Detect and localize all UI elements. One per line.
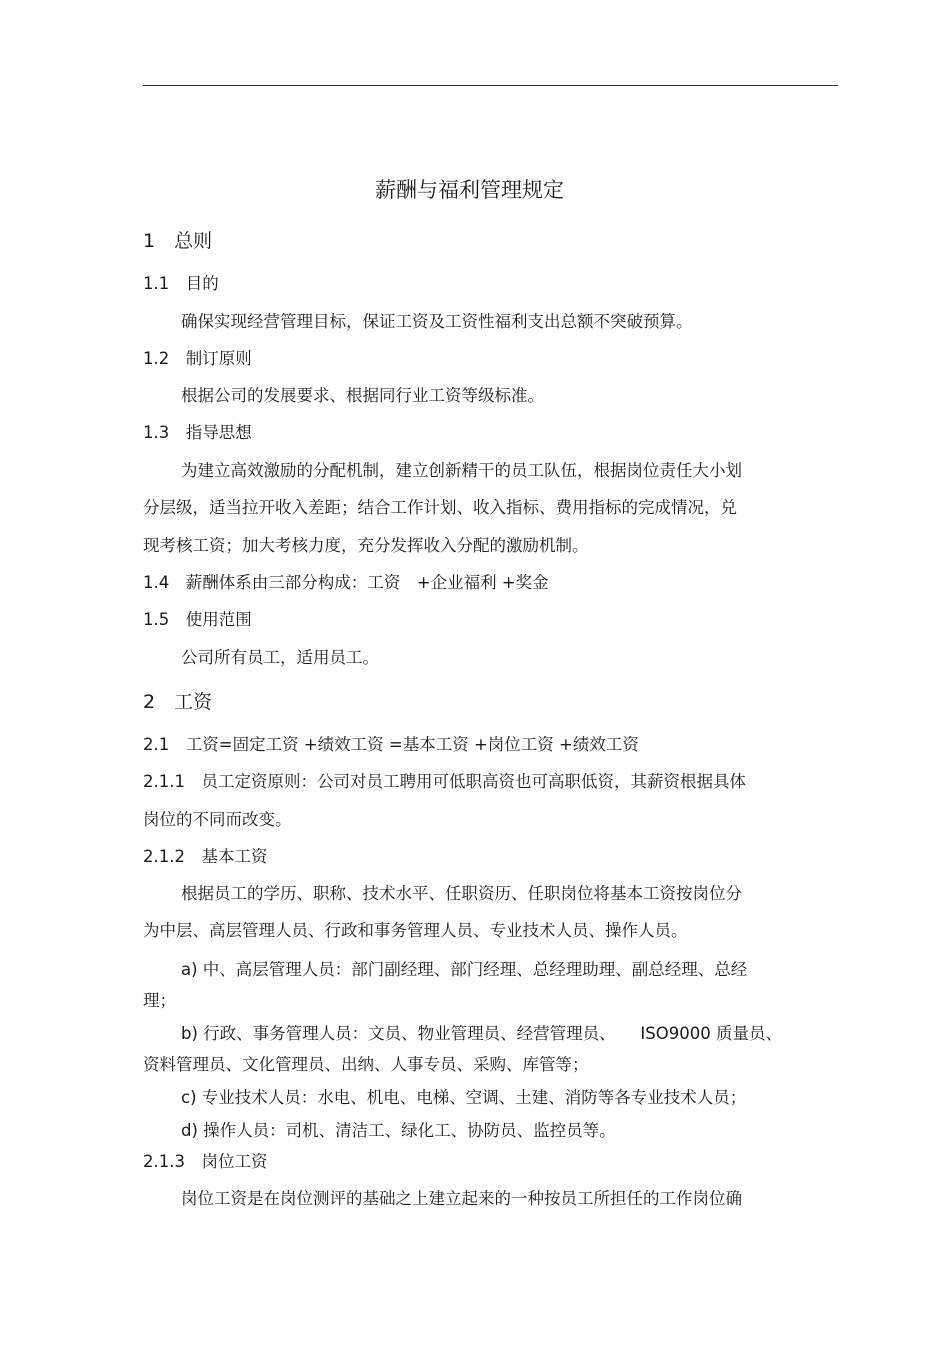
subsection-heading: 1.1 目的 xyxy=(143,274,219,293)
paragraph-line: 为建立高效激励的分配机制，建立创新精干的员工队伍，根据岗位责任大小划 xyxy=(181,461,742,480)
subsection-heading: 1.2 制订原则 xyxy=(143,349,252,368)
document-title: 薪酬与福利管理规定 xyxy=(375,178,564,202)
list-item-c: c) 专业技术人员：水电、机电、电梯、空调、土建、消防等各专业技术人员； xyxy=(181,1088,747,1107)
paragraph-line: 岗位工资是在岗位测评的基础之上建立起来的一种按员工所担任的工作岗位确 xyxy=(181,1189,742,1208)
paragraph-line: 根据员工的学历、职称、技术水平、任职资历、任职岗位将基本工资按岗位分 xyxy=(181,884,742,903)
paragraph-line: 分层级，适当拉开收入差距；结合工作计划、收入指标、费用指标的完成情况，兑 xyxy=(143,498,737,517)
paragraph-line: 岗位的不同而改变。 xyxy=(143,810,292,829)
paragraph-line: 根据公司的发展要求、根据同行业工资等级标准。 xyxy=(181,386,544,405)
paragraph-line: 现考核工资；加大考核力度，充分发挥收入分配的激励机制。 xyxy=(143,536,589,555)
list-item-d: d) 操作人员：司机、清洁工、绿化工、协防员、监控员等。 xyxy=(181,1121,616,1140)
paragraph-line: 确保实现经营管理目标，保证工资及工资性福利支出总额不突破预算。 xyxy=(181,312,693,331)
subsection-heading: 2.1 工资=固定工资 +绩效工资 =基本工资 +岗位工资 +绩效工资 xyxy=(143,735,639,754)
subsection-heading: 2.1.3 岗位工资 xyxy=(143,1152,268,1171)
paragraph-line: 2.1.1 员工定资原则：公司对员工聘用可低职高资也可高职低资，其薪资根据具体 xyxy=(143,772,746,791)
subsection-heading: 1.5 使用范围 xyxy=(143,610,252,629)
list-item-b-cont: 资料管理员、文化管理员、出纳、人事专员、采购、库管等； xyxy=(143,1055,589,1074)
subsection-heading: 2.1.2 基本工资 xyxy=(143,847,268,866)
header-rule xyxy=(143,85,838,86)
list-item-a-cont: 理； xyxy=(143,991,176,1010)
paragraph-line: 公司所有员工，适用员工。 xyxy=(181,648,379,667)
subsection-heading: 1.4 薪酬体系由三部分构成：工资 +企业福利 +奖金 xyxy=(143,573,549,592)
subsection-heading: 1.3 指导思想 xyxy=(143,423,252,442)
list-item-a: a) 中、高层管理人员：部门副经理、部门经理、总经理助理、副总经理、总经 xyxy=(181,960,748,979)
section-heading-1: 1 总则 xyxy=(143,230,213,252)
section-heading-2: 2 工资 xyxy=(143,691,213,713)
paragraph-line: 为中层、高层管理人员、行政和事务管理人员、专业技术人员、操作人员。 xyxy=(143,921,688,940)
list-item-b: b) 行政、事务管理人员：文员、物业管理员、经营管理员、 ISO9000 质量员、 xyxy=(181,1024,782,1043)
